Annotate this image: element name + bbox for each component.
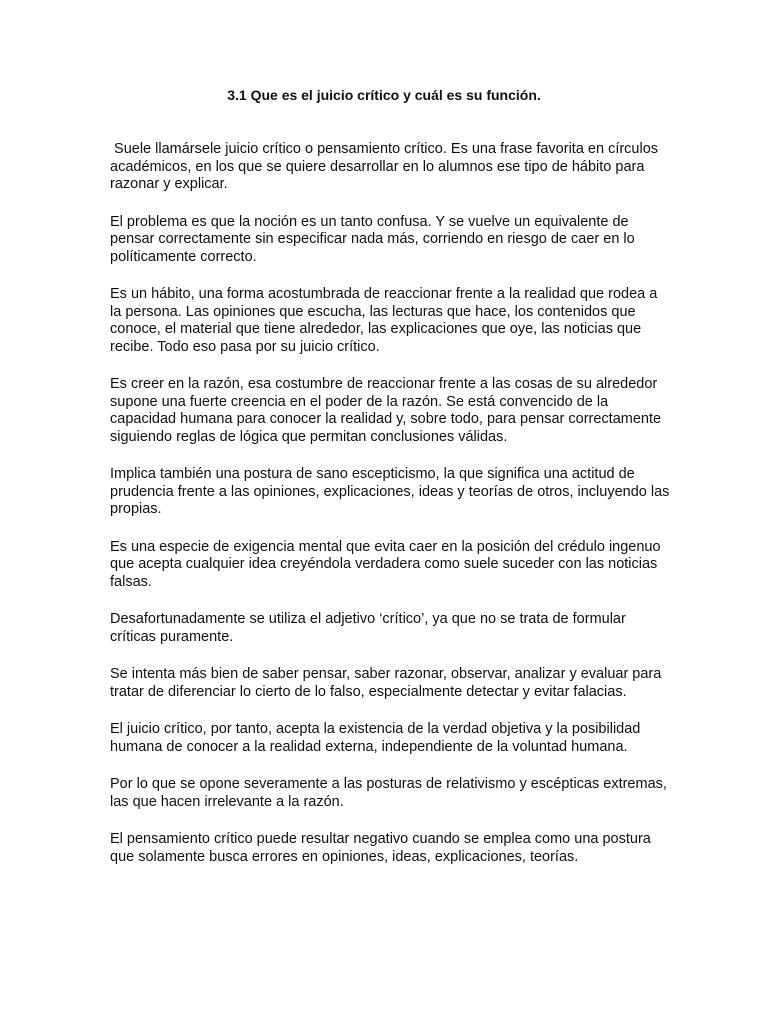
paragraph: Implica también una postura de sano escepticismo, la que significa una actitud de prudencia frente a las opiniones, explicaciones, ideas y teorías de otros, incluyendo las propias. bbox=[110, 466, 670, 517]
paragraph: El problema es que la noción es un tanto confusa. Y se vuelve un equivalente de pensar correctamente sin especificar nada más, corriendo en riesgo de caer en lo políticamente correcto. bbox=[110, 213, 635, 265]
paragraph: El juicio crítico, por tanto, acepta la existencia de la verdad objetiva y la posibilidad humana de conocer a la realidad externa, independiente de la voluntad humana. bbox=[110, 721, 641, 755]
document-body bbox=[110, 141, 670, 886]
section-title: 3.1 Que es el juicio crítico y cuál es su función. bbox=[227, 87, 541, 103]
paragraph: El pensamiento crítico puede resultar negativo cuando se emplea como una postura que solamente busca errores en opiniones, ideas, explicaciones, teorías. bbox=[110, 831, 651, 865]
paragraph: Es un hábito, una forma acostumbrada de reaccionar frente a la realidad que rodea a la persona. Las opiniones que escucha, las lecturas que hace, los contenidos que conoce, el material que tiene alrededor, las explicaciones que oye, las noticias que recibe. Todo eso pasa por su juicio crítico. bbox=[110, 286, 658, 355]
paragraph: Es una especie de exigencia mental que evita caer en la posición del crédulo ingenuo que acepta cualquier idea creyéndola verdadera como suele suceder con las noticias falsas. bbox=[110, 538, 661, 590]
paragraph: Por lo que se opone severamente a las posturas de relativismo y escépticas extremas, las que hacen irrelevante a la razón. bbox=[110, 776, 667, 810]
paragraph: Es creer en la razón, esa costumbre de reaccionar frente a las cosas de su alrededor supone una fuerte creencia en el poder de la razón. Se está convencido de la capacidad humana para conocer la realidad y, sobre todo, para pensar correctamente siguiendo reglas de lógica que permitan conclusiones válidas. bbox=[110, 376, 662, 445]
paragraph: Se intenta más bien de saber pensar, saber razonar, observar, analizar y evaluar para tratar de diferenciar lo cierto de lo falso, especialmente detectar y evitar falacias. bbox=[110, 666, 662, 700]
paragraph: Suele llamársele juicio crítico o pensamiento crítico. Es una frase favorita en círculos académicos, en los que se quiere desarrollar en lo alumnos ese tipo de hábito para razonar y explicar. bbox=[110, 141, 663, 192]
paragraph: Desafortunadamente se utiliza el adjetivo ‘crítico’, ya que no se trata de formular críticas puramente. bbox=[110, 611, 626, 645]
